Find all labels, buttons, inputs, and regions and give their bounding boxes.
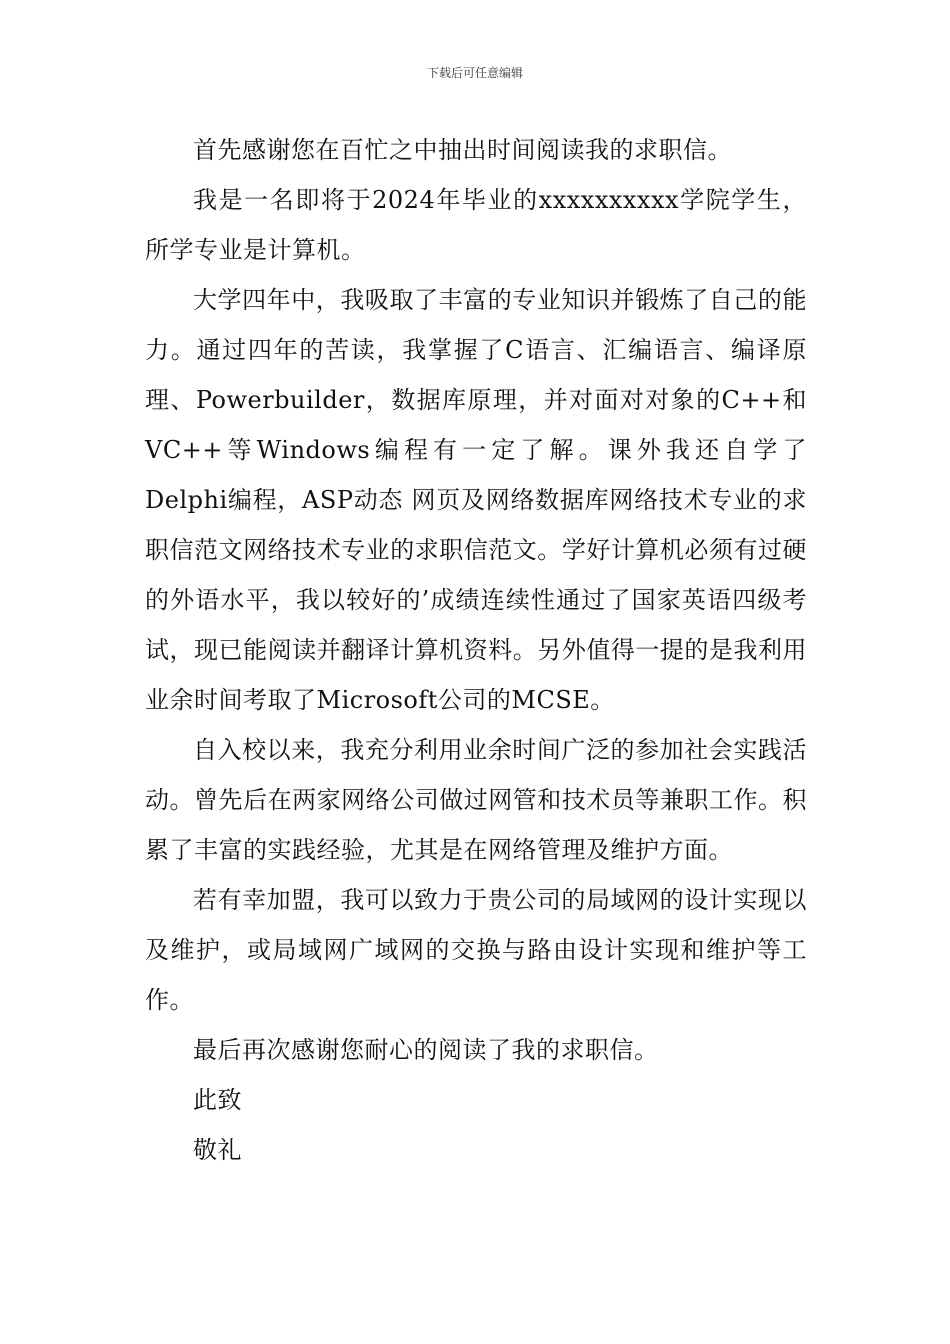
page-header: 下载后可任意编辑 bbox=[426, 66, 523, 80]
paragraph-experience: 自入校以来，我充分利用业余时间广泛的参加社会实践活动。曾先后在两家网络公司做过网管和技术员等兼职工作。积累了丰富的实践经验，尤其是在网络管理及维护方面。 bbox=[145, 736, 807, 864]
paragraph-goal: 若有幸加盟，我可以致力于贵公司的局域网的设计实现以及维护，或局域网广域网的交换与路由设计实现和维护等工作。 bbox=[145, 886, 807, 1014]
letter-body bbox=[145, 125, 807, 1175]
paragraph-closing-thanks: 最后再次感谢您耐心的阅读了我的求职信。 bbox=[193, 1036, 659, 1064]
paragraph-skills: 大学四年中，我吸取了丰富的专业知识并锻炼了自己的能力。通过四年的苦读，我掌握了C语言、汇编语言、编译原理、Powerbuilder，数据库原理，并对面对对象的C++和VC++等Windows编程有一定了解。课外我还自学了Delphi编程，ASP动态 网页及网络数据库网络技术专业的求职信范文网络技术专业的求职信范文。学好计算机必须有过硬的外语水平，我以较好的’成绩连续性通过了国家英语四级考试，现已能阅读并翻译计算机资料。另外值得一提的是我利用业余时间考取了Microsoft公司的MCSE。 bbox=[145, 286, 807, 714]
paragraph-thanks: 首先感谢您在百忙之中抽出时间阅读我的求职信。 bbox=[193, 136, 732, 164]
closing-salutation: 此致 bbox=[193, 1086, 242, 1114]
paragraph-intro: 我是一名即将于2024年毕业的xxxxxxxxxx学院学生，所学专业是计算机。 bbox=[145, 186, 807, 264]
closing-regards: 敬礼 bbox=[193, 1136, 242, 1164]
